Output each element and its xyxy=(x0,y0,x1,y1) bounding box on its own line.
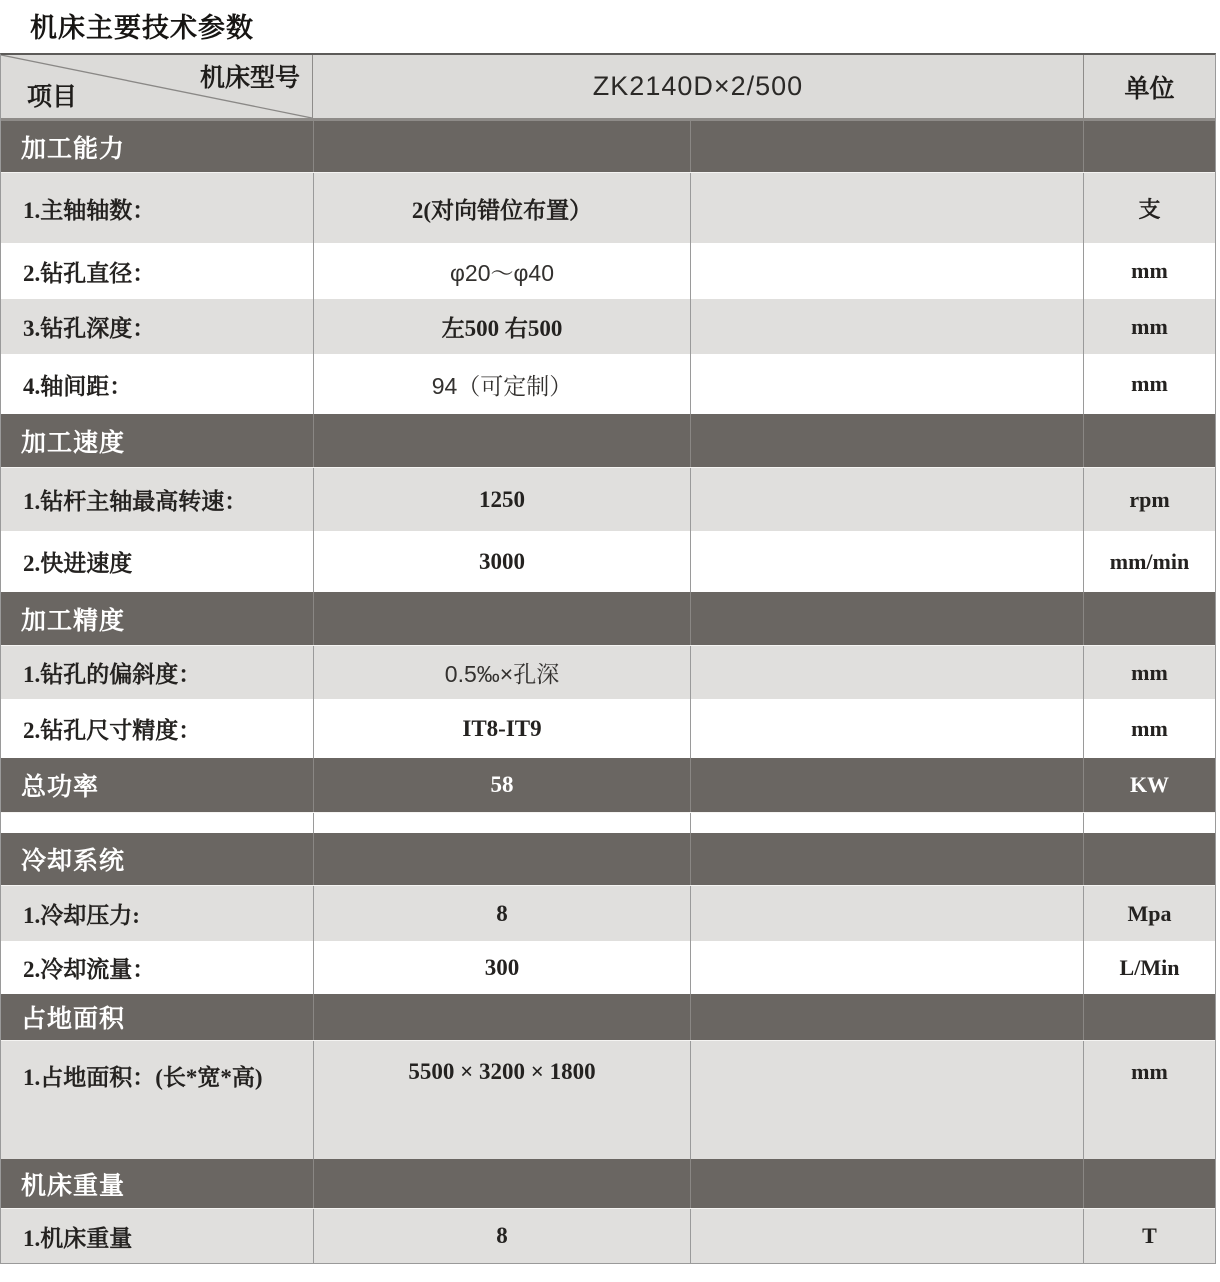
spare-cell xyxy=(690,886,1083,941)
section-header-row xyxy=(1,1159,1215,1209)
value-cell xyxy=(313,1159,690,1208)
spare-cell xyxy=(690,646,1083,699)
unit-cell: L/Min xyxy=(1083,941,1215,994)
item-label-cell: 1.钻杆主轴最高转速： xyxy=(23,489,248,514)
item-label-cell: 2.冷却流量： xyxy=(23,957,156,982)
unit-cell xyxy=(1083,994,1215,1040)
item-label-cell: 2.钻孔尺寸精度： xyxy=(23,718,202,743)
unit-cell: mm xyxy=(1083,243,1215,299)
spare-cell xyxy=(690,354,1083,414)
unit-cell: mm xyxy=(1083,299,1215,354)
value-cell: 0.5‰×孔深 xyxy=(313,646,690,699)
title-bar xyxy=(0,0,1220,53)
unit-cell: rpm xyxy=(1083,468,1215,531)
unit-cell: mm xyxy=(1083,354,1215,414)
unit-cell: Mpa xyxy=(1083,886,1215,941)
unit-cell: T xyxy=(1083,1209,1215,1263)
section-header-row xyxy=(1,414,1215,468)
value-cell: 3000 xyxy=(313,531,690,592)
table-row xyxy=(1,1209,1215,1263)
table-row xyxy=(1,468,1215,531)
spec-table xyxy=(0,53,1216,1264)
value-cell: 2(对向错位布置） xyxy=(313,173,690,243)
spare-cell xyxy=(690,699,1083,758)
unit-cell: mm xyxy=(1083,646,1215,699)
unit-cell xyxy=(1083,833,1215,885)
value-cell: 58 xyxy=(313,758,690,812)
spare-cell xyxy=(690,299,1083,354)
section-header-row xyxy=(1,994,1215,1041)
unit-cell xyxy=(1083,1159,1215,1208)
corner-header-cell xyxy=(1,55,313,118)
spare-cell xyxy=(690,243,1083,299)
section-label: 总功率 xyxy=(21,773,100,801)
unit-cell xyxy=(1083,414,1215,467)
item-label-cell: 2.钻孔直径： xyxy=(23,260,156,286)
unit-cell: mm xyxy=(1083,699,1215,758)
table-row xyxy=(1,886,1215,941)
item-label-cell: 1.钻孔的偏斜度： xyxy=(23,662,202,687)
spare-cell xyxy=(690,1159,1083,1208)
value-cell xyxy=(313,813,690,833)
table-row xyxy=(1,646,1215,699)
item-label-cell: 2.快进速度 xyxy=(23,551,133,576)
section-header-row xyxy=(1,833,1215,886)
page-title: 机床主要技术参数 xyxy=(30,13,254,43)
unit-cell xyxy=(1083,592,1215,645)
value-cell: IT8-IT9 xyxy=(313,699,690,758)
table-row xyxy=(1,299,1215,354)
item-label-cell xyxy=(1,813,313,833)
section-label: 加工能力 xyxy=(21,134,126,163)
table-row xyxy=(1,1041,1215,1159)
spare-cell xyxy=(690,1209,1083,1263)
value-cell xyxy=(313,592,690,645)
unit-cell: mm/min xyxy=(1083,531,1215,592)
section-label: 加工速度 xyxy=(21,428,126,457)
section-header-row xyxy=(1,121,1215,173)
table-row xyxy=(1,531,1215,592)
section-header-row xyxy=(1,592,1215,646)
table-row xyxy=(1,173,1215,243)
spare-cell xyxy=(690,592,1083,645)
spare-cell xyxy=(690,941,1083,994)
section-label: 机床重量 xyxy=(21,1171,126,1200)
value-cell: 8 xyxy=(313,886,690,941)
value-cell xyxy=(313,121,690,172)
item-label-cell: 3.钻孔深度： xyxy=(23,316,156,341)
value-cell: 左500 右500 xyxy=(313,299,690,354)
item-label-cell: 4.轴间距： xyxy=(23,373,133,399)
section-label: 冷却系统 xyxy=(21,847,126,875)
item-label-cell: 1.占地面积：(长*宽*高) xyxy=(23,1065,263,1090)
unit-header-cell: 单位 xyxy=(1083,55,1215,118)
value-cell: 300 xyxy=(313,941,690,994)
spare-cell xyxy=(690,1041,1083,1159)
value-cell: 8 xyxy=(313,1209,690,1263)
model-header-cell: ZK2140D×2/500 xyxy=(592,71,804,101)
spare-cell xyxy=(690,173,1083,243)
item-label-cell: 1.主轴轴数： xyxy=(23,197,156,223)
value-cell xyxy=(313,833,690,885)
table-header-row xyxy=(1,55,1215,121)
section-header-row xyxy=(1,758,1215,813)
value-cell: φ20～φ40 xyxy=(313,243,690,299)
spacer-row xyxy=(1,813,1215,833)
table-row xyxy=(1,243,1215,299)
item-label-cell: 1.机床重量 xyxy=(23,1225,133,1251)
spare-cell xyxy=(690,833,1083,885)
section-label: 占地面积 xyxy=(21,1005,126,1033)
table-row xyxy=(1,699,1215,758)
spare-cell xyxy=(690,468,1083,531)
value-cell: 5500 × 3200 × 1800 xyxy=(313,1041,690,1159)
spare-cell xyxy=(690,994,1083,1040)
unit-cell: 支 xyxy=(1083,173,1215,243)
value-cell: 1250 xyxy=(313,468,690,531)
value-cell xyxy=(313,994,690,1040)
spare-cell xyxy=(690,813,1083,833)
unit-cell xyxy=(1083,813,1215,833)
spare-cell xyxy=(690,121,1083,172)
corner-label-item: 项目 xyxy=(27,84,78,111)
table-row xyxy=(1,941,1215,994)
corner-label-model: 机床型号 xyxy=(199,65,300,92)
table-row xyxy=(1,354,1215,414)
spare-cell xyxy=(690,531,1083,592)
unit-cell: KW xyxy=(1083,758,1215,812)
spare-cell xyxy=(690,758,1083,812)
unit-cell xyxy=(1083,121,1215,172)
unit-cell: mm xyxy=(1083,1041,1215,1159)
value-cell xyxy=(313,414,690,467)
item-label-cell: 1.冷却压力: xyxy=(23,903,140,928)
spare-cell xyxy=(690,414,1083,467)
section-label: 加工精度 xyxy=(21,606,126,635)
value-cell: 94（可定制） xyxy=(313,354,690,414)
